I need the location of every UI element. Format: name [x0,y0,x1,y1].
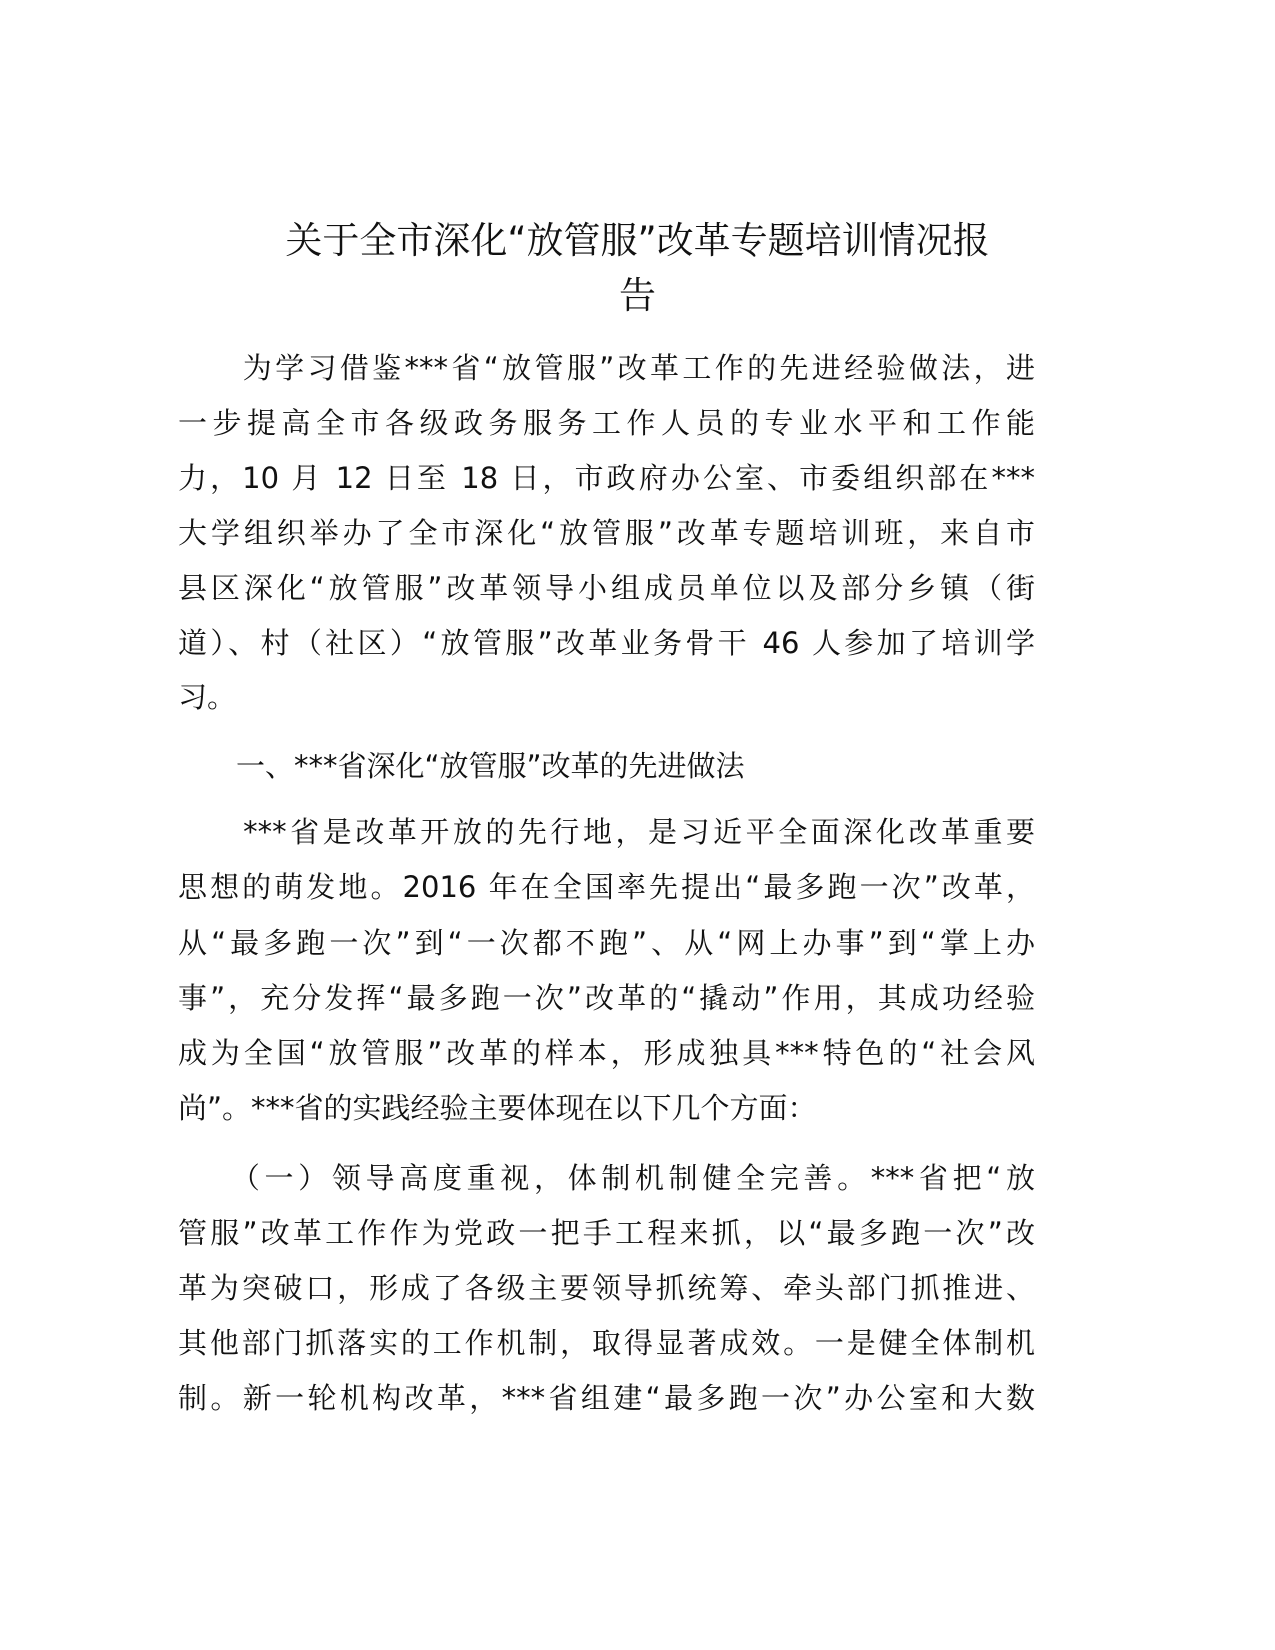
subsection-paragraph-line: 革为突破口，形成了各级主要领导抓统筹、牵头部门抓推进、 [178,1271,1035,1305]
intro-paragraph-line: 力，10 月 12 日至 18 日，市政府办公室、市委组织部在*** [178,461,1035,495]
background-paragraph-line: 思想的萌发地。2016 年在全国率先提出“最多跑一次”改革， [178,870,1035,904]
intro-paragraph-line: 一步提高全市各级政务服务工作人员的专业水平和工作能 [178,406,1035,440]
subsection-paragraph-line: （一）领导高度重视，体制机制健全完善。***省把“放 [178,1161,1035,1195]
document-title-line-2: 告 [619,274,656,317]
subsection-paragraph-line: 制。新一轮机构改革，***省组建“最多跑一次”办公室和大数 [178,1381,1035,1415]
section-heading-line: 一、***省深化“放管服”改革的先进做法 [178,749,745,783]
subsection-paragraph-line: 其他部门抓落实的工作机制，取得显著成效。一是健全体制机 [178,1326,1035,1360]
intro-paragraph-line: 县区深化“放管服”改革领导小组成员单位以及部分乡镇（街 [178,571,1035,605]
background-paragraph-line: 事”，充分发挥“最多跑一次”改革的“撬动”作用，其成功经验 [178,981,1035,1015]
intro-paragraph-line: 大学组织举办了全市深化“放管服”改革专题培训班，来自市 [178,516,1035,550]
background-paragraph-line: 成为全国“放管服”改革的样本，形成独具***特色的“社会风 [178,1036,1035,1070]
background-paragraph-line: 从“最多跑一次”到“一次都不跑”、从“网上办事”到“掌上办 [178,926,1035,960]
intro-paragraph-line: 为学习借鉴***省“放管服”改革工作的先进经验做法，进 [178,351,1035,385]
background-paragraph-line: 尚”。***省的实践经验主要体现在以下几个方面： [178,1091,817,1125]
document-title-line-1: 关于全市深化“放管服”改革专题培训情况报 [285,219,990,262]
intro-paragraph-line: 习。 [178,680,237,714]
background-paragraph-line: ***省是改革开放的先行地，是习近平全面深化改革重要 [178,815,1035,849]
subsection-paragraph-line: 管服”改革工作作为党政一把手工程来抓，以“最多跑一次”改 [178,1216,1035,1250]
intro-paragraph-line: 道）、村（社区）“放管服”改革业务骨干 46 人参加了培训学 [178,626,1035,660]
